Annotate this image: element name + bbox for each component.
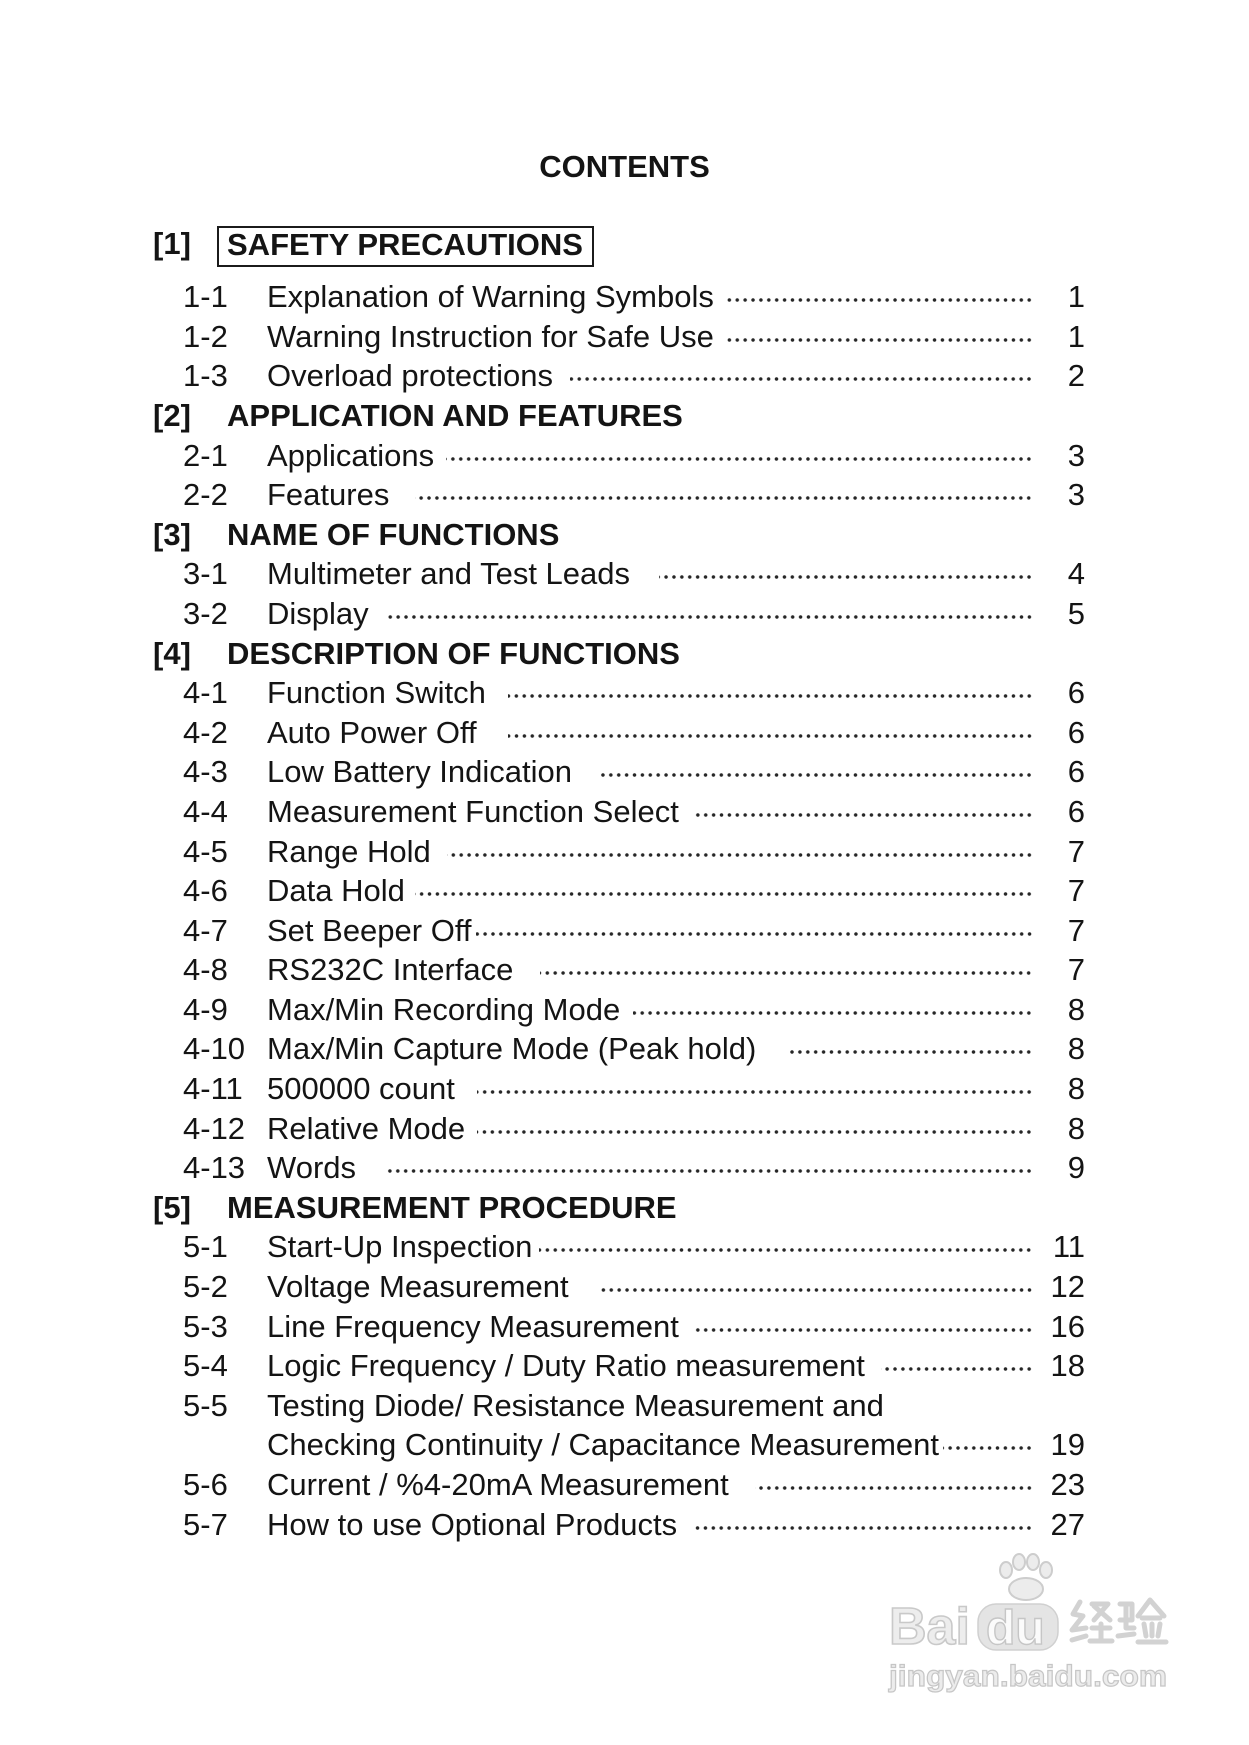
entry-title: Warning Instruction for Safe Use bbox=[267, 318, 714, 354]
dot-leader bbox=[788, 1029, 1033, 1069]
dot-leader bbox=[881, 1346, 1033, 1386]
entry-title: Words bbox=[267, 1150, 357, 1186]
entry-page-number: 6 bbox=[1067, 793, 1085, 829]
entry-title: Overload protections bbox=[267, 358, 554, 394]
entry-number: 4-3 bbox=[183, 754, 228, 790]
entry-title: Features bbox=[267, 477, 390, 513]
entry-number: 5-3 bbox=[183, 1308, 228, 1344]
toc-entry-5-3 bbox=[153, 1307, 1085, 1347]
entry-title: Line Frequency Measurement bbox=[267, 1308, 679, 1344]
entry-number: 4-12 bbox=[183, 1110, 246, 1146]
watermark-url: jingyan.baidu.com bbox=[887, 1660, 1167, 1693]
dot-leader bbox=[724, 317, 1033, 357]
paw-pad bbox=[1009, 1578, 1043, 1600]
entry-title: Logic Frequency / Duty Ratio measurement bbox=[267, 1348, 865, 1384]
dot-leader bbox=[659, 554, 1033, 594]
entry-number: 5-7 bbox=[183, 1506, 228, 1542]
entry-page-number: 9 bbox=[1067, 1150, 1085, 1186]
toc-entry-4-7 bbox=[153, 911, 1085, 951]
toc-entry-4-10 bbox=[153, 1029, 1085, 1069]
dot-leader bbox=[755, 1465, 1033, 1505]
toc-entry-4-6 bbox=[153, 871, 1085, 911]
entry-title: Current / %4-20mA Measurement bbox=[267, 1467, 729, 1502]
entry-number: 4-1 bbox=[183, 675, 228, 711]
toc-entry-5-2 bbox=[153, 1267, 1085, 1307]
dot-leader bbox=[385, 594, 1033, 634]
toc-entry-4-1 bbox=[153, 673, 1085, 713]
toc-entry-4-3 bbox=[153, 752, 1085, 792]
entry-number: 4-13 bbox=[183, 1150, 246, 1186]
toc-entry-5-5 bbox=[153, 1386, 1085, 1426]
entry-number: 5-2 bbox=[183, 1269, 228, 1305]
entry-page-number: 1 bbox=[1067, 318, 1085, 354]
toc-entry-5-5-continued bbox=[153, 1425, 1085, 1465]
entry-title: Applications bbox=[267, 437, 435, 473]
entry-title: RS232C Interface bbox=[267, 952, 514, 988]
entry-number: 4-7 bbox=[183, 912, 228, 948]
toc-entry-5-1 bbox=[153, 1227, 1085, 1267]
dot-leader bbox=[695, 792, 1033, 832]
entry-number: 3-1 bbox=[183, 556, 228, 592]
glyph-yan-left bbox=[1118, 1604, 1134, 1636]
entry-page-number: 16 bbox=[1050, 1308, 1085, 1344]
toc-entry-4-4 bbox=[153, 792, 1085, 832]
toc-entry-4-5 bbox=[153, 832, 1085, 872]
dot-leader bbox=[415, 871, 1033, 911]
entry-number: 4-11 bbox=[183, 1071, 243, 1107]
dot-leader bbox=[724, 277, 1033, 317]
paw-toe bbox=[1027, 1554, 1039, 1570]
entry-title: How to use Optional Products bbox=[267, 1506, 678, 1542]
entry-page-number: 2 bbox=[1067, 358, 1085, 394]
entry-page-number: 7 bbox=[1067, 873, 1085, 909]
entry-page-number: 7 bbox=[1067, 833, 1085, 869]
entry-number: 4-9 bbox=[183, 991, 228, 1027]
paw-toe bbox=[1040, 1562, 1052, 1578]
dot-leader bbox=[539, 1227, 1033, 1267]
entry-number: 5-1 bbox=[183, 1229, 228, 1265]
entry-title: Display bbox=[267, 595, 369, 631]
entry-number: 2-1 bbox=[183, 437, 228, 473]
entry-page-number: 8 bbox=[1067, 991, 1085, 1027]
paw-toe bbox=[1000, 1562, 1012, 1578]
baidu-watermark bbox=[880, 1540, 1180, 1695]
toc-entry-5-4 bbox=[153, 1346, 1085, 1386]
line-spacer bbox=[884, 1386, 1085, 1426]
entry-number-blank bbox=[183, 1425, 267, 1465]
toc-entry-3-2 bbox=[153, 594, 1085, 634]
section-number: [2] bbox=[153, 397, 191, 433]
toc-entry-5-7 bbox=[153, 1505, 1085, 1545]
entry-page-number: 19 bbox=[1050, 1427, 1085, 1463]
section-number: [1] bbox=[153, 226, 191, 261]
watermark-brand-du: du bbox=[986, 1602, 1045, 1655]
entry-title: 500000 count bbox=[267, 1071, 455, 1107]
toc-entry-4-2 bbox=[153, 713, 1085, 753]
toc-entry-2-2 bbox=[153, 475, 1085, 515]
entry-title: Explanation of Warning Symbols bbox=[267, 279, 714, 315]
entry-page-number: 4 bbox=[1067, 556, 1085, 592]
entry-title: Multimeter and Test Leads bbox=[267, 556, 631, 592]
toc-entry-1-1 bbox=[153, 277, 1085, 317]
dot-leader bbox=[540, 950, 1033, 990]
section-title-box bbox=[217, 226, 594, 267]
toc-entry-2-1 bbox=[153, 436, 1085, 476]
section-title: DESCRIPTION OF FUNCTIONS bbox=[227, 635, 680, 671]
table-of-contents bbox=[153, 224, 1085, 1544]
entry-page-number: 27 bbox=[1050, 1506, 1085, 1542]
entry-title: Measurement Function Select bbox=[267, 793, 679, 829]
entry-title: Testing Diode/ Resistance Measurement and bbox=[267, 1387, 884, 1423]
entry-page-number: 11 bbox=[1052, 1229, 1085, 1265]
entry-number: 4-8 bbox=[183, 952, 228, 988]
page-title: CONTENTS bbox=[539, 149, 710, 184]
entry-page-number: 3 bbox=[1067, 477, 1085, 513]
section-heading-2 bbox=[153, 396, 1085, 436]
dot-leader bbox=[476, 911, 1034, 951]
entry-number: 4-2 bbox=[183, 714, 228, 750]
dot-leader bbox=[446, 436, 1033, 476]
dot-leader bbox=[508, 673, 1033, 713]
entry-number: 5-5 bbox=[183, 1387, 228, 1423]
entry-page-number: 6 bbox=[1067, 754, 1085, 790]
entry-page-number: 7 bbox=[1067, 952, 1085, 988]
entry-page-number: 5 bbox=[1067, 595, 1085, 631]
entry-number: 4-5 bbox=[183, 833, 228, 869]
entry-title: Voltage Measurement bbox=[267, 1269, 569, 1305]
baidu-watermark-logo bbox=[880, 1540, 1180, 1695]
glyph-jing-right bbox=[1090, 1604, 1112, 1641]
entry-page-number: 7 bbox=[1067, 912, 1085, 948]
entry-page-number: 8 bbox=[1067, 1071, 1085, 1107]
section-title: APPLICATION AND FEATURES bbox=[227, 397, 683, 433]
section-heading-4 bbox=[153, 634, 1085, 674]
section-number: [4] bbox=[153, 635, 191, 671]
paw-icon bbox=[1000, 1554, 1052, 1600]
dot-leader bbox=[384, 1148, 1033, 1188]
toc-entry-4-12 bbox=[153, 1109, 1085, 1149]
toc-entry-4-8 bbox=[153, 950, 1085, 990]
entry-page-number: 6 bbox=[1067, 714, 1085, 750]
entry-page-number: 8 bbox=[1067, 1031, 1085, 1067]
entry-title: Max/Min Recording Mode bbox=[267, 991, 621, 1027]
entry-number: 2-2 bbox=[183, 477, 228, 513]
entry-number: 4-10 bbox=[183, 1031, 246, 1067]
entry-number: 1-2 bbox=[183, 318, 228, 354]
dot-leader bbox=[695, 1307, 1033, 1347]
section-number: [3] bbox=[153, 516, 191, 552]
entry-page-number: 18 bbox=[1050, 1348, 1085, 1384]
entry-number: 5-6 bbox=[183, 1467, 228, 1502]
toc-entry-5-6 bbox=[153, 1465, 1085, 1505]
entry-title: Low Battery Indication bbox=[267, 754, 573, 790]
entry-title: Set Beeper Off bbox=[267, 912, 472, 948]
entry-title-continued: Checking Continuity / Capacitance Measurement bbox=[267, 1427, 940, 1463]
entry-title: Auto Power Off bbox=[267, 714, 477, 750]
entry-title: Function Switch bbox=[267, 675, 486, 711]
section-heading-3 bbox=[153, 515, 1085, 555]
paw-toe bbox=[1013, 1554, 1025, 1570]
section-heading-5 bbox=[153, 1188, 1085, 1228]
entry-title: Range Hold bbox=[267, 833, 431, 869]
dot-leader bbox=[508, 713, 1033, 753]
toc-entry-3-1 bbox=[153, 554, 1085, 594]
entry-number: 1-1 bbox=[183, 279, 228, 315]
section-heading-1 bbox=[153, 224, 1085, 264]
entry-number: 1-3 bbox=[183, 358, 228, 394]
dot-leader bbox=[477, 1069, 1033, 1109]
entry-page-number: 23 bbox=[1050, 1467, 1085, 1502]
entry-page-number: 1 bbox=[1067, 279, 1085, 315]
dot-leader bbox=[695, 1505, 1033, 1545]
entry-page-number: 8 bbox=[1067, 1110, 1085, 1146]
dot-leader bbox=[599, 1267, 1033, 1307]
entry-page-number: 6 bbox=[1067, 675, 1085, 711]
section-title: MEASUREMENT PROCEDURE bbox=[227, 1189, 677, 1225]
glyph-jing-left bbox=[1072, 1602, 1086, 1640]
section-number: [5] bbox=[153, 1189, 191, 1225]
dot-leader bbox=[633, 990, 1033, 1030]
dot-leader bbox=[415, 475, 1033, 515]
glyph-yan-right bbox=[1138, 1600, 1166, 1642]
dot-leader bbox=[570, 356, 1033, 396]
toc-entry-4-9 bbox=[153, 990, 1085, 1030]
entry-title: Data Hold bbox=[267, 873, 405, 909]
dot-leader bbox=[601, 752, 1033, 792]
dot-leader bbox=[447, 832, 1033, 872]
entry-title: Relative Mode bbox=[267, 1110, 466, 1146]
section-title: NAME OF FUNCTIONS bbox=[227, 516, 560, 552]
entry-number: 3-2 bbox=[183, 595, 228, 631]
entry-number: 4-6 bbox=[183, 873, 228, 909]
toc-entry-4-13 bbox=[153, 1148, 1085, 1188]
toc-entry-1-2 bbox=[153, 317, 1085, 357]
entry-page-number: 3 bbox=[1067, 437, 1085, 473]
entry-number: 4-4 bbox=[183, 793, 228, 829]
section-title: SAFETY PRECAUTIONS bbox=[227, 227, 583, 262]
entry-number: 5-4 bbox=[183, 1348, 228, 1384]
dot-leader bbox=[943, 1425, 1033, 1465]
watermark-chinese-glyphs bbox=[1072, 1600, 1166, 1642]
entry-title: Max/Min Capture Mode (Peak hold) bbox=[267, 1031, 757, 1067]
entry-title: Start-Up Inspection bbox=[267, 1229, 533, 1265]
entry-page-number: 12 bbox=[1050, 1269, 1085, 1305]
toc-entry-1-3 bbox=[153, 356, 1085, 396]
toc-entry-4-11 bbox=[153, 1069, 1085, 1109]
watermark-brand-bai: Bai bbox=[889, 1598, 970, 1656]
dot-leader bbox=[477, 1109, 1033, 1149]
